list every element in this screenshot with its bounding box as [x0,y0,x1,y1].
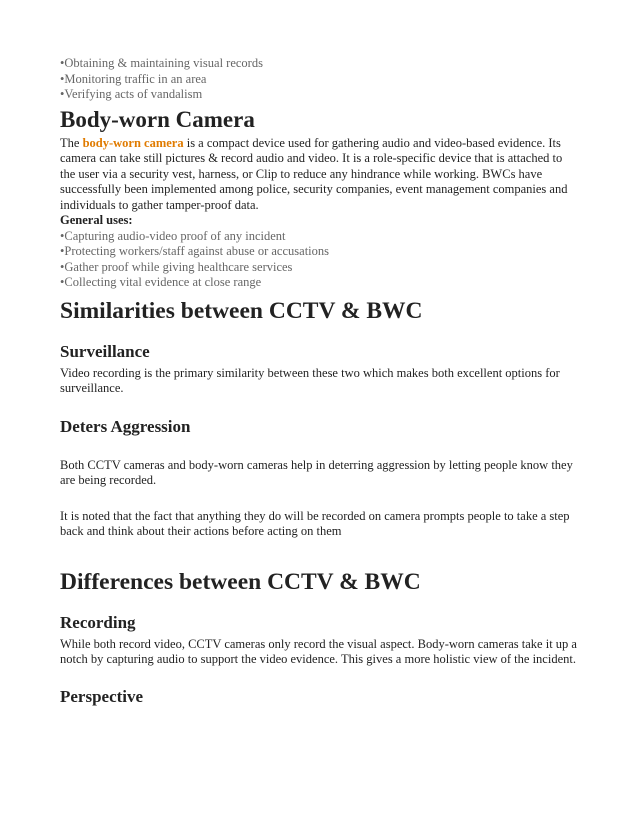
list-item: •Verifying acts of vandalism [60,87,203,101]
list-item: •Obtaining & maintaining visual records [60,56,263,70]
deters-aggression-heading: Deters Aggression [60,416,191,436]
similarities-heading: Similarities between CCTV & BWC [60,297,423,324]
perspective-heading: Perspective [60,686,144,706]
list-item: •Protecting workers/staff against abuse or accusations [60,244,330,258]
general-uses-list [60,229,580,291]
list-item: •Collecting vital evidence at close range [60,275,262,289]
bwc-intro-post: is a compact device used for gathering audio and video-based evidence. Its camera can take still pictures & record audio and video. It is a role-specific device that is attached to the user via a security vest, harness, or Clip to reduce any hindrance while working. BWCs have successfully been implemented among police, security companies, event management companies and individuals to gather tamper-proof data. [60,135,568,212]
list-item: •Gather proof while giving healthcare services [60,259,293,274]
list-item: •Monitoring traffic in an area [60,71,207,86]
surveillance-paragraph: Video recording is the primary similarity between these two which makes both excellent options for surveillance. [60,365,560,395]
aggression-paragraph-1: Both CCTV cameras and body-worn cameras help in deterring aggression by letting people know they are being recorded. [60,457,573,487]
general-uses-label: General uses: [60,213,133,227]
top-bullet-list [60,56,580,103]
bwc-intro-pre: The [60,135,83,150]
bwc-intro-paragraph [60,136,580,214]
bwc-heading: Body-worn Camera [60,106,255,132]
recording-paragraph: While both record video, CCTV cameras only record the visual aspect. Body-worn cameras take it up a notch by capturing audio to support the video evidence. This gives a more holistic view of the incident. [60,636,577,666]
document-page [60,56,580,708]
differences-heading: Differences between CCTV & BWC [60,568,421,595]
body-worn-camera-link[interactable]: body-worn camera [82,135,184,150]
surveillance-heading: Surveillance [60,341,150,361]
list-item: •Capturing audio-video proof of any incident [60,228,286,243]
aggression-paragraph-2: It is noted that the fact that anything they do will be recorded on camera prompts people to take a step back and think about their actions before acting on them [60,508,570,538]
recording-heading: Recording [60,612,136,632]
